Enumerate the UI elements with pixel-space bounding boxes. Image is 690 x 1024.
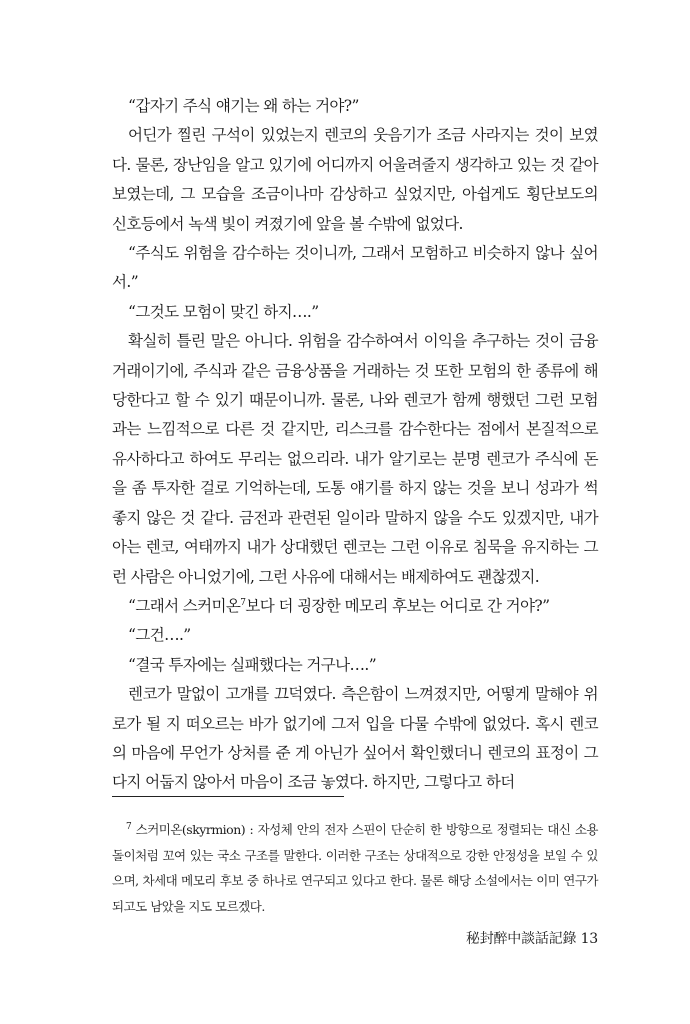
paragraph-5: 확실히 틀린 말은 아니다. 위험을 감수하여서 이익을 추구하는 것이 금융거래이기에, 주식과 같은 금융상품을 거래하는 것 또한 모험의 한 종류에 해당한다고 할 수 있기 때문이니까. 물론, 나와 렌코가 함께 행했던 그런 모험과는 느낌적으로 다른 것 같지만, 리스크를 감수한다는 점에서 본질적으로 유사하다고 하여도 무리는 없으리라. 내가 알기로는 분명 렌코가 주식에 돈을 좀 투자한 걸로 기억하는데, 도통 얘기를 하지 않는 것을 보니 성과가 썩 좋지 않은 것 같다. 금전과 관련된 일이라 말하지 않을 수도 있겠지만, 내가 아는 렌코, 여태까지 내가 상대했던 렌코는 그런 이유로 침묵을 유지하는 그런 사람은 아니었기에, 그런 사유에 대해서는 배제하여도 괜찮겠지. bbox=[112, 332, 598, 586]
page-number: 13 bbox=[580, 931, 598, 947]
paragraph-9: 렌코가 말없이 고개를 끄덕였다. 측은함이 느껴졌지만, 어떻게 말해야 위로가 될 지 떠오르는 바가 없기에 그저 입을 다물 수밖에 없었다. 혹시 렌코의 마음에 무언가 상처를 준 게 아닌가 싶어서 확인했더니 렌코의 표정이 그다지 어둡지 않아서 마음이 조금 놓였다. 하지만, 그렇다고 하더 bbox=[112, 685, 598, 792]
paragraph-7: “그건….” bbox=[128, 626, 191, 645]
body-text bbox=[112, 92, 598, 798]
running-footer bbox=[350, 928, 598, 948]
paragraph-6-end: 보다 더 굉장한 메모리 후보는 어디로 간 거야?” bbox=[245, 596, 550, 615]
footnote-ref[interactable]: 7 bbox=[240, 597, 246, 608]
paragraph-6 bbox=[112, 592, 598, 621]
footnote-text: 스커미온(skyrmion) : 자성체 안의 전자 스핀이 단순히 한 방향으로 정렬되는 대신 소용돌이처럼 꼬여 있는 국소 구조를 말한다. 이러한 구조는 상대적으로 강한 안정성을 보일 수 있으며, 차세대 메모리 후보 중 하나로 연구되고 있다고 한다. 물론 해당 소설에서는 이미 연구가 되고도 남았을 지도 모르겠다. bbox=[112, 822, 598, 914]
footnote bbox=[112, 817, 598, 919]
paragraph-3: “주식도 위험을 감수하는 것이니까, 그래서 모험하고 비슷하지 않나 싶어서.” bbox=[112, 244, 598, 292]
footnote-number: 7 bbox=[126, 821, 132, 832]
footnote-divider bbox=[112, 796, 344, 797]
paragraph-6-start: “그래서 스커미온 bbox=[128, 596, 241, 615]
paragraph-1: “갑자기 주식 얘기는 왜 하는 거야?” bbox=[128, 97, 359, 115]
paragraph-4: “그것도 모험이 맞긴 하지….” bbox=[128, 302, 319, 321]
paragraph-2: 어딘가 찔린 구석이 있었는지 렌코의 웃음기가 조금 사라지는 것이 보였다. 물론, 장난임을 알고 있기에 어디까지 어울려줄지 생각하고 있는 것 같아 보였는데, 그 모습을 조금이나마 감상하고 싶었지만, 아쉽게도 횡단보도의 신호등에서 녹색 빛이 켜졌기에 앞을 볼 수밖에 없었다. bbox=[112, 126, 598, 233]
paragraph-8: “결국 투자에는 실패했다는 거구나….” bbox=[128, 655, 377, 674]
book-title: 秘封醉中談話記錄 bbox=[465, 931, 577, 947]
